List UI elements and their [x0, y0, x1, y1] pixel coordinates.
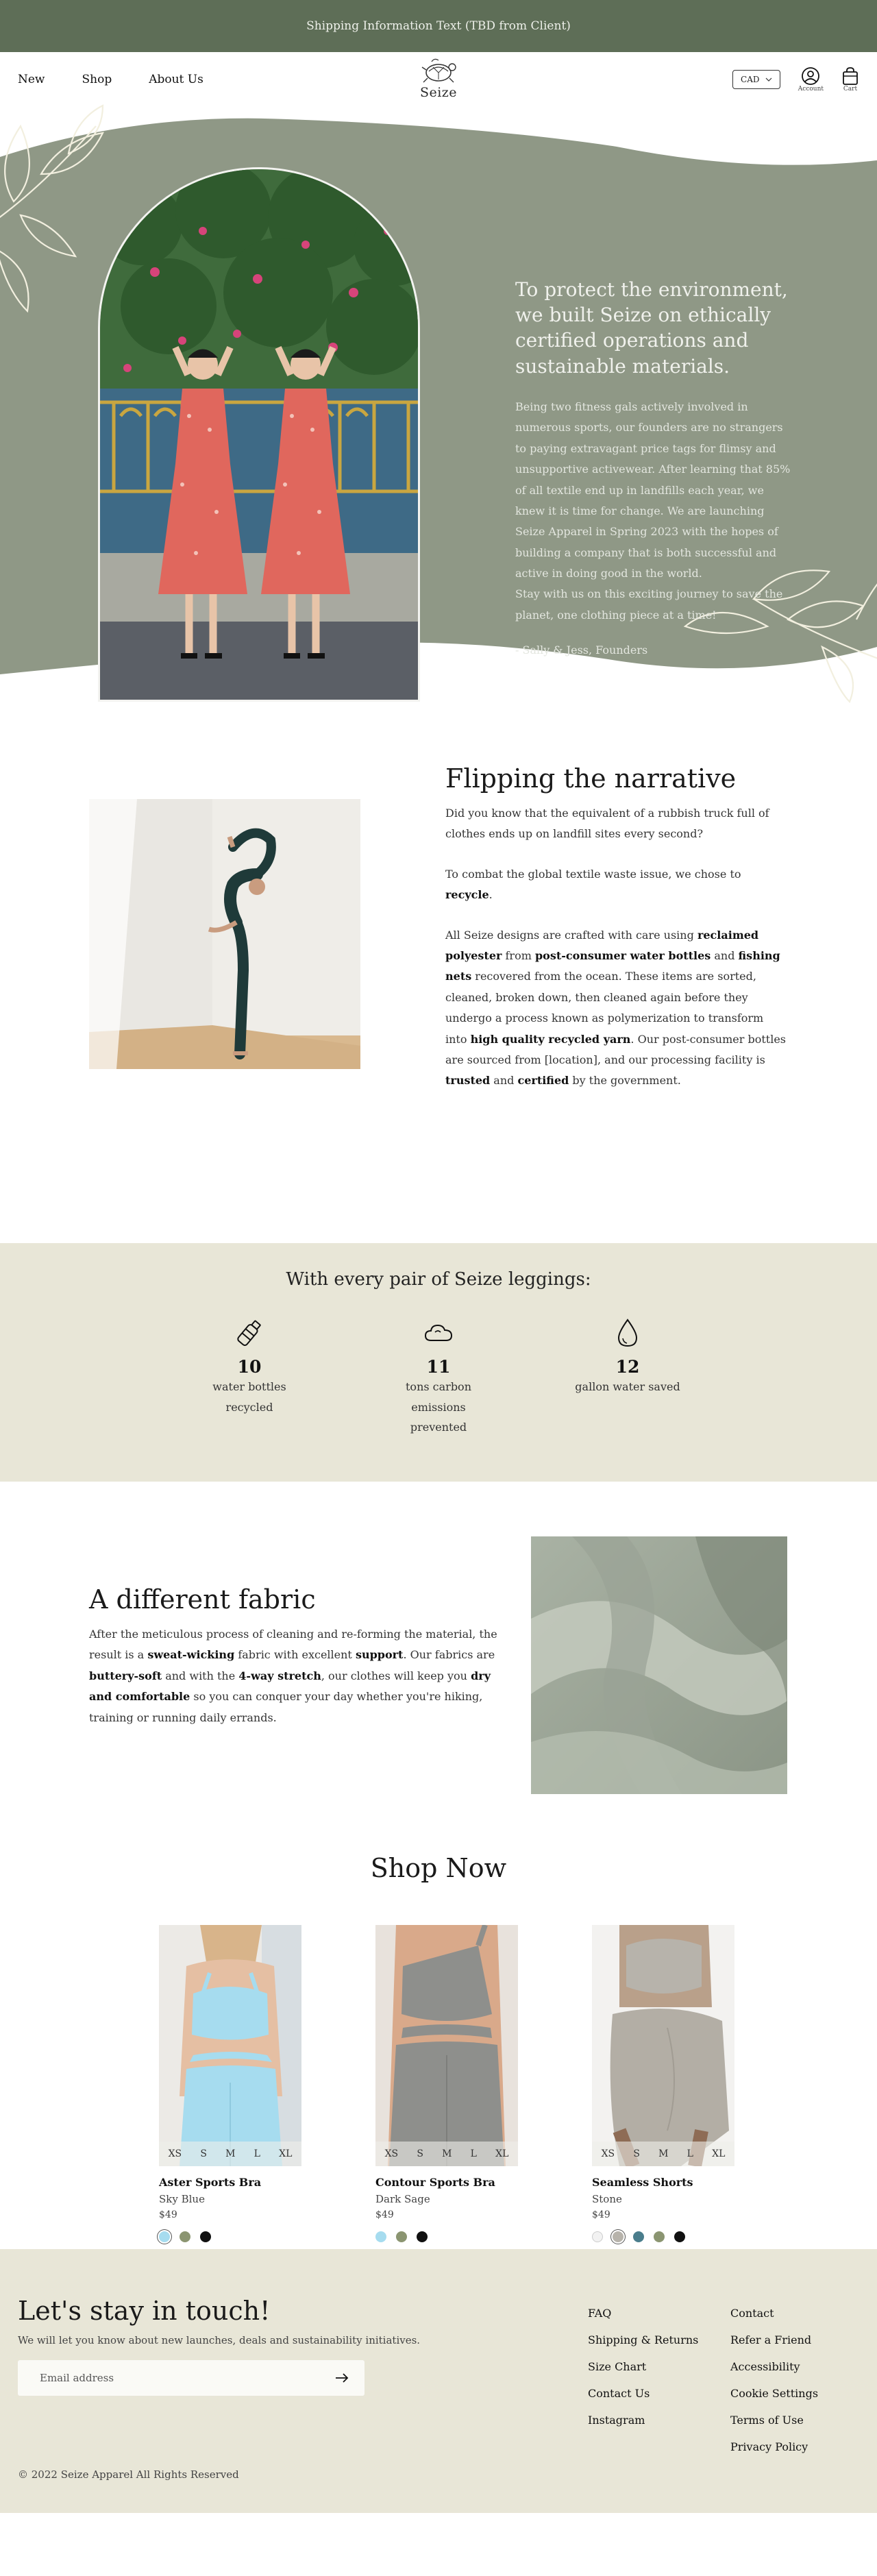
fabric-text [89, 1584, 507, 1728]
founders-photo [98, 167, 420, 702]
cart-bag-icon [841, 66, 859, 86]
stats-row [0, 1317, 877, 1438]
chevron-down-icon [765, 77, 772, 82]
email-input[interactable] [40, 2372, 314, 2384]
product-aster-bra-illustration [159, 1925, 301, 2166]
copyright-text: © 2022 Seize Apparel All Rights Reserved [18, 2468, 239, 2481]
narrative-text [445, 763, 788, 1111]
footer-link-contact-us[interactable]: Contact Us [588, 2387, 650, 2400]
color-swatch[interactable] [417, 2231, 428, 2242]
footer-link-faq[interactable]: FAQ [588, 2307, 612, 2320]
hero-body: Being two fitness gals actively involved in numerous sports, our founders are no strangers to paying extravagant price tags for flimsy and unsupportive activewear. After learning that 85% of all textile end up in landfills each year, we knew it is time for change. We are launching Seize Apparel in Spring 2023 with the hopes of building a company that is both successful and active in doing good in the world. [515, 400, 791, 580]
footer-link-shipping-returns[interactable]: Shipping & Returns [588, 2333, 699, 2346]
color-swatches [159, 2231, 301, 2242]
size-xl[interactable]: XL [279, 2148, 293, 2159]
stat-value: 12 [615, 1357, 640, 1377]
stat-label: tons carbon emissions prevented [406, 1380, 471, 1434]
stat-label: water bottles recycled [212, 1380, 286, 1414]
hero-body-cta: Stay with us on this exciting journey to save the planet, one clothing piece at a time! [515, 587, 783, 622]
water-drop-icon [612, 1317, 643, 1349]
color-swatch[interactable] [674, 2231, 685, 2242]
size-m[interactable]: M [442, 2148, 452, 2159]
shop-title: Shop Now [370, 1853, 507, 1883]
size-xl[interactable]: XL [495, 2148, 509, 2159]
hero-title: To protect the environment, we built Seize on ethically certified operations and sustainable materials. [515, 278, 788, 378]
footer-link-privacy[interactable]: Privacy Policy [730, 2440, 808, 2453]
size-m[interactable]: M [225, 2148, 236, 2159]
logo-text: Seize [419, 85, 458, 100]
size-xs[interactable]: XS [601, 2148, 615, 2159]
account-icon [801, 66, 820, 86]
color-swatch[interactable] [180, 2231, 190, 2242]
yoga-photo [89, 799, 360, 1069]
size-s[interactable]: S [200, 2148, 207, 2159]
product-name[interactable]: Seamless Shorts [592, 2176, 693, 2189]
footer-link-cookie-settings[interactable]: Cookie Settings [730, 2387, 819, 2400]
stat-value: 10 [237, 1357, 262, 1377]
product-name[interactable]: Aster Sports Bra [159, 2176, 262, 2189]
product-price: $49 [375, 2209, 394, 2220]
footer-link-instagram[interactable]: Instagram [588, 2414, 645, 2427]
shop-now-section [0, 1838, 877, 2249]
nav-new[interactable]: New [18, 73, 45, 86]
size-xl[interactable]: XL [712, 2148, 726, 2159]
narrative-paragraph-2: To combat the global textile waste issue, we chose to recycle. [445, 867, 741, 902]
color-swatch[interactable] [592, 2231, 603, 2242]
founders-story [515, 277, 796, 657]
fabric-title: A different fabric [89, 1584, 316, 1615]
size-l[interactable]: L [687, 2148, 693, 2159]
product-image[interactable] [375, 1925, 518, 2166]
brand-logo[interactable] [418, 56, 459, 100]
product-color: Stone [592, 2193, 622, 2205]
color-swatch[interactable] [159, 2231, 170, 2242]
size-options [375, 2142, 518, 2166]
product-color: Dark Sage [375, 2193, 430, 2205]
stats-title: With every pair of Seize leggings: [286, 1269, 591, 1290]
product-contour-bra-illustration [375, 1925, 518, 2166]
footer-links-col-1 [588, 2307, 698, 2427]
product-name[interactable]: Contour Sports Bra [375, 2176, 495, 2189]
size-l[interactable]: L [470, 2148, 477, 2159]
shipping-banner [0, 0, 877, 52]
narrative-title: Flipping the narrative [445, 763, 737, 794]
stat-item [193, 1317, 306, 1438]
product-grid [159, 1925, 734, 2242]
color-swatches [375, 2231, 518, 2242]
size-l[interactable]: L [254, 2148, 260, 2159]
narrative-section [0, 736, 877, 1243]
size-options [592, 2142, 734, 2166]
product-image[interactable] [592, 1925, 734, 2166]
footer-link-accessibility[interactable]: Accessibility [730, 2360, 800, 2373]
footer-link-refer-friend[interactable]: Refer a Friend [730, 2333, 812, 2346]
product-card[interactable] [592, 1925, 734, 2242]
fabric-section [0, 1482, 877, 1838]
cart-button[interactable] [841, 66, 859, 93]
cart-label: Cart [843, 86, 858, 93]
color-swatches [592, 2231, 734, 2242]
newsletter-form [18, 2360, 365, 2396]
fabric-photo [531, 1536, 787, 1794]
cloud-icon [423, 1317, 454, 1349]
size-xs[interactable]: XS [168, 2148, 182, 2159]
stat-value: 11 [426, 1357, 451, 1377]
header-actions [732, 66, 859, 93]
yoga-illustration [89, 799, 360, 1069]
product-color: Sky Blue [159, 2193, 205, 2205]
size-s[interactable]: S [417, 2148, 423, 2159]
color-swatch[interactable] [375, 2231, 386, 2242]
narrative-paragraph-1: Did you know that the equivalent of a rubbish truck full of clothes ends up on landfill sites every second? [445, 807, 769, 841]
color-swatch[interactable] [396, 2231, 407, 2242]
product-price: $49 [159, 2209, 177, 2220]
stat-item [571, 1317, 684, 1438]
main-nav [18, 73, 203, 86]
size-xs[interactable]: XS [384, 2148, 399, 2159]
nav-about-us[interactable]: About Us [149, 73, 203, 86]
narrative-paragraph-3: All Seize designs are crafted with care using reclaimed polyester from post-consumer water bottles and fishing nets recovered from the ocean. These items are sorted, cleaned, broken down, then cleaned again before they undergo a process known as polymerization to transform into high quality recycled yarn. Our post-consumer bottles are sourced from [location], and our processing facility is trusted and certified by the government. [445, 928, 786, 1088]
stat-item [382, 1317, 495, 1438]
impact-stats-section [0, 1243, 877, 1482]
banner-text: Shipping Information Text (TBD from Client) [306, 19, 571, 33]
newsletter-title: Let's stay in touch! [18, 2296, 271, 2326]
footer-link-size-chart[interactable]: Size Chart [588, 2360, 647, 2373]
stat-label: gallon water saved [575, 1380, 680, 1393]
footer-link-terms[interactable]: Terms of Use [730, 2414, 804, 2427]
water-bottle-icon [234, 1317, 265, 1349]
account-button[interactable] [798, 66, 824, 93]
newsletter-subtitle: We will let you know about new launches, deals and sustainability initiatives. [18, 2334, 421, 2346]
color-swatch[interactable] [200, 2231, 211, 2242]
product-card[interactable] [375, 1925, 518, 2242]
footer-links-col-2 [730, 2307, 818, 2453]
product-price: $49 [592, 2209, 610, 2220]
color-swatch[interactable] [633, 2231, 644, 2242]
founders-signature: - Sally & Jess, Founders [515, 643, 648, 657]
nav-shop[interactable]: Shop [82, 73, 112, 86]
account-label: Account [798, 86, 824, 93]
currency-value: CAD [741, 75, 760, 84]
color-swatch[interactable] [613, 2231, 623, 2242]
currency-selector[interactable] [732, 70, 780, 89]
footer-link-contact[interactable]: Contact [730, 2307, 774, 2320]
size-options [159, 2142, 301, 2166]
color-swatch[interactable] [654, 2231, 665, 2242]
product-image[interactable] [159, 1925, 301, 2166]
product-seamless-shorts-illustration [592, 1925, 734, 2166]
fabric-paragraph: After the meticulous process of cleaning and re-forming the material, the result is a sweat-wicking fabric with excellent support. Our fabrics are buttery-soft and with the 4-way stretch, our clothes will keep you dry and comfortable so you can conquer your day whether you're hiking, training or running daily errands. [89, 1628, 497, 1724]
founders-illustration [100, 169, 420, 702]
fabric-illustration [531, 1536, 787, 1794]
size-m[interactable]: M [658, 2148, 669, 2159]
site-footer [0, 2249, 877, 2513]
arrow-right-icon[interactable] [334, 2372, 349, 2383]
turtle-logo-icon [418, 56, 459, 86]
about-hero-section [0, 99, 877, 736]
size-s[interactable]: S [633, 2148, 640, 2159]
product-card[interactable] [159, 1925, 301, 2242]
